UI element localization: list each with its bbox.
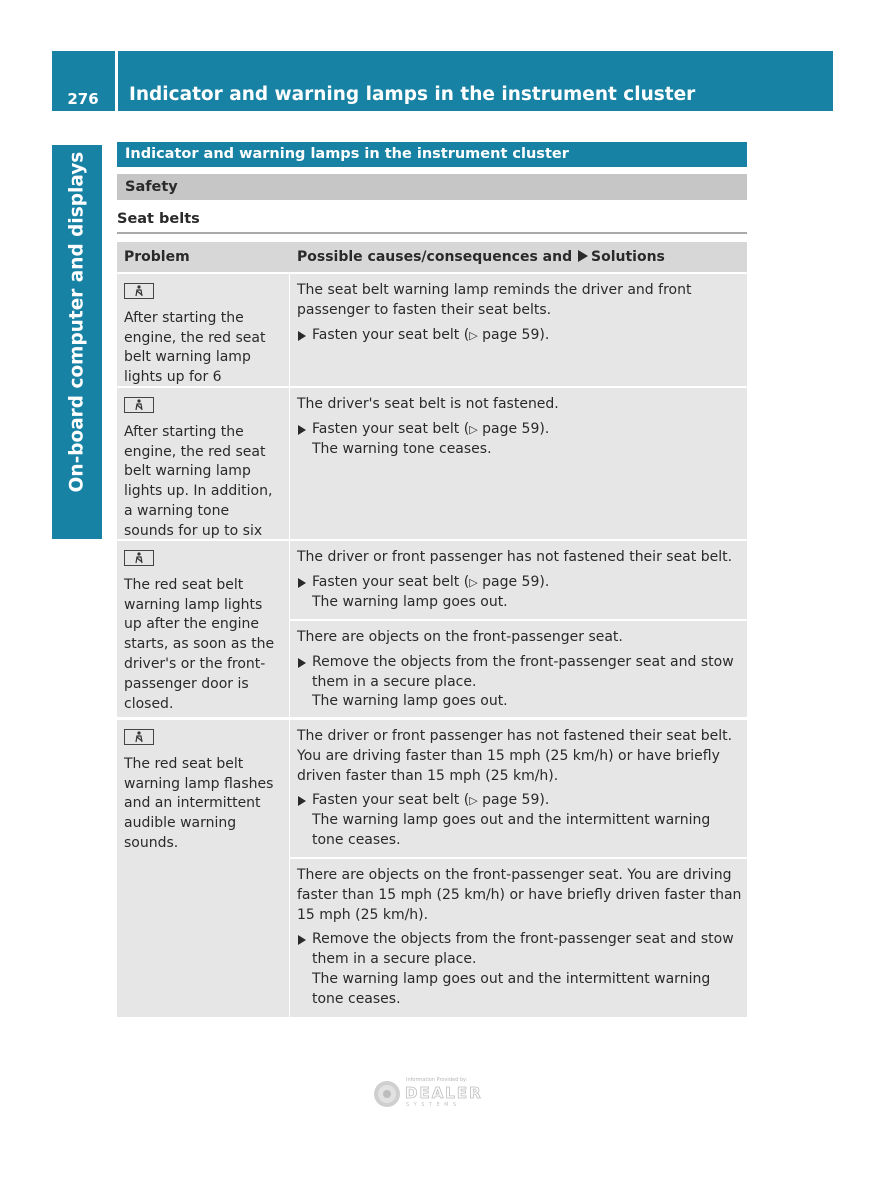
page-ref-icon: ▷	[469, 794, 478, 808]
action-arrow-icon	[298, 796, 306, 806]
action-step: Remove the objects from the front-passenger seat and stow them in a secure place. The warning lamp goes out and the intermittent warning tone ceases.	[297, 930, 742, 1009]
page-ref-icon: ▷	[469, 422, 478, 436]
seat-belt-icon	[124, 397, 154, 413]
seat-belt-icon	[124, 550, 154, 566]
problem-text: The red seat belt warning lamp flashes and an intermittent audible warning sounds.	[124, 755, 274, 851]
problem-text: After starting the engine, the red seat belt warning lamp lights up. In addition, a warning tone sounds for up to six	[124, 423, 273, 539]
cause-text: The driver or front passenger has not fastened their seat belt.	[297, 549, 733, 565]
action-step: Fasten your seat belt (▷ page 59). The warning lamp goes out and the intermittent warning tone ceases.	[297, 791, 742, 850]
result-text: The warning lamp goes out.	[312, 593, 508, 610]
column-header-solutions	[297, 242, 665, 272]
chapter-side-label: On-board computer and displays	[66, 151, 88, 493]
action-step: Fasten your seat belt (▷ page 59). The warning tone ceases.	[297, 420, 742, 460]
action-arrow-icon	[298, 658, 306, 668]
table-header-row	[117, 242, 747, 272]
table-row-4-solution-b	[290, 859, 747, 1017]
action-arrow-icon	[298, 331, 306, 341]
cause-text: The seat belt warning lamp reminds the driver and front passenger to fasten their seat belts.	[297, 282, 692, 318]
watermark-small-text: Information Provided by:	[406, 1077, 468, 1083]
problem-text: After starting the engine, the red seat belt warning lamp lights up for 6	[124, 309, 266, 386]
table-row-3-solution-a	[290, 541, 747, 619]
cause-text: There are objects on the front-passenger seat. You are driving faster than 15 mph (25 km/h) or have briefly driven faster than 15 mph (25 km/h).	[297, 867, 742, 923]
action-step: Fasten your seat belt (▷ page 59). The warning lamp goes out.	[297, 573, 742, 613]
table-row-2-solution	[290, 388, 747, 539]
action-arrow-icon	[298, 935, 306, 945]
action-arrow-icon	[298, 425, 306, 435]
cause-text: There are objects on the front-passenger seat.	[297, 629, 623, 645]
seat-belt-icon	[124, 729, 154, 745]
cause-text: The driver or front passenger has not fastened their seat belt. You are driving faster than 15 mph (25 km/h) or have briefly driven faster than 15 mph (25 km/h).	[297, 728, 733, 784]
table-row-3-solution-b	[290, 621, 747, 717]
table-row-1-problem	[117, 274, 289, 386]
problem-text: The red seat belt warning lamp lights up after the engine starts, as soon as the driver's or the front-passenger door is closed.	[124, 576, 275, 712]
header-divider	[115, 51, 118, 111]
table-row-1-solution	[290, 274, 747, 386]
column-header-problem: Problem	[124, 249, 190, 265]
action-arrow-icon	[298, 578, 306, 588]
table-row-4-problem	[117, 720, 289, 1017]
page-number: 276	[67, 90, 99, 108]
topic-heading: Seat belts	[117, 211, 200, 227]
result-text: The warning lamp goes out.	[312, 693, 508, 710]
column-header-solutions-text: Possible causes/consequences and	[297, 249, 573, 265]
topic-rule	[117, 232, 747, 234]
watermark-brand: DEALER	[405, 1084, 483, 1102]
table-row-4-solution-a	[290, 720, 747, 857]
action-arrow-icon	[578, 250, 588, 262]
result-text: The warning lamp goes out and the intermittent warning tone ceases.	[312, 970, 711, 1007]
seat-belt-icon	[124, 283, 154, 299]
result-text: The warning tone ceases.	[312, 440, 492, 457]
table-row-2-problem	[117, 388, 289, 539]
page-ref-icon: ▷	[469, 575, 478, 589]
action-step: Remove the objects from the front-passenger seat and stow them in a secure place. The warning lamp goes out.	[297, 653, 742, 712]
section-subtitle: Safety	[117, 174, 747, 200]
section-title: Indicator and warning lamps in the instrument cluster	[117, 142, 747, 167]
watermark-sub: SYSTEMS	[406, 1102, 461, 1108]
page-title: Indicator and warning lamps in the instrument cluster	[129, 84, 696, 105]
result-text: The warning lamp goes out and the intermittent warning tone ceases.	[312, 812, 711, 848]
table-row-3-problem	[117, 541, 289, 717]
column-header-solutions-label: Solutions	[591, 249, 665, 265]
cause-text: The driver's seat belt is not fastened.	[297, 396, 559, 412]
page-ref-icon: ▷	[469, 328, 478, 342]
dealer-systems-watermark	[372, 1073, 504, 1111]
action-step: Fasten your seat belt (▷ page 59).	[297, 326, 742, 346]
